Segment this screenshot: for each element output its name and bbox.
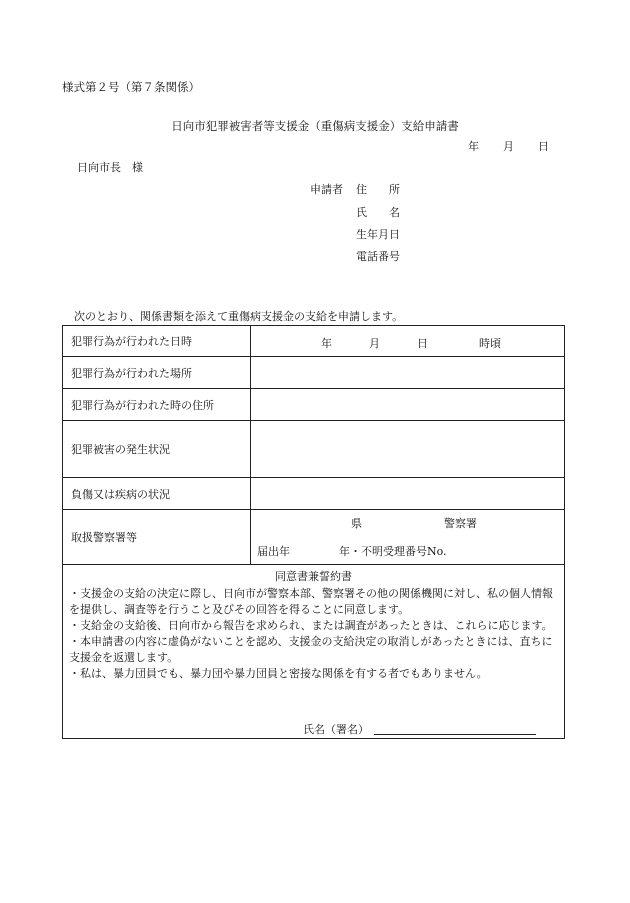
datetime-month: 月 bbox=[369, 337, 380, 350]
table-row-injury bbox=[63, 478, 565, 510]
table-row-situation bbox=[63, 421, 565, 478]
police-cell[interactable] bbox=[251, 510, 565, 565]
datetime-cell[interactable] bbox=[251, 326, 565, 357]
police-prefecture: 県 bbox=[351, 517, 362, 530]
applicant-address-label: 住 所 bbox=[356, 183, 400, 196]
place-label: 犯罪行為が行われた場所 bbox=[63, 357, 251, 389]
applicant-label: 申請者 bbox=[310, 183, 343, 196]
datetime-year: 年 bbox=[321, 337, 332, 350]
addressee: 日向市長 様 bbox=[77, 161, 143, 174]
injury-label: 負傷又は疾病の状況 bbox=[63, 478, 251, 510]
consent-section bbox=[62, 564, 565, 739]
application-table bbox=[62, 325, 565, 565]
police-station: 警察署 bbox=[444, 517, 477, 530]
applicant-phone-label: 電話番号 bbox=[356, 250, 400, 263]
date-month-label: 月 bbox=[503, 140, 514, 153]
consent-item: ・支給金の支給後、日向市から報告を求められ、または調査があったときは、これらに応じます。 bbox=[69, 619, 553, 632]
place-cell[interactable] bbox=[251, 357, 565, 389]
table-row-place bbox=[63, 357, 565, 389]
signature-label: 氏名（署名） bbox=[303, 723, 369, 736]
date-year-label: 年 bbox=[468, 140, 479, 153]
table-row-address bbox=[63, 389, 565, 421]
consent-title: 同意書兼誓約書 bbox=[275, 570, 352, 583]
injury-cell[interactable] bbox=[251, 478, 565, 510]
situation-label: 犯罪被害の発生状況 bbox=[63, 421, 251, 478]
applicant-name-label: 氏 名 bbox=[356, 206, 400, 219]
table-row-datetime bbox=[63, 326, 565, 357]
report-year-label: 届出年 bbox=[257, 545, 290, 558]
table-row-police bbox=[63, 510, 565, 565]
address-at-time-cell[interactable] bbox=[251, 389, 565, 421]
situation-cell[interactable] bbox=[251, 421, 565, 478]
datetime-day: 日 bbox=[417, 337, 428, 350]
date-day-label: 日 bbox=[538, 140, 549, 153]
address-at-time-label: 犯罪行為が行われた時の住所 bbox=[63, 389, 251, 421]
report-number-label: 年・不明受理番号No. bbox=[339, 545, 447, 558]
signature-line[interactable] bbox=[374, 734, 536, 735]
consent-item: ・私は、暴力団員でも、暴力団や暴力団員と密接な関係を有する者でもありません。 bbox=[69, 667, 488, 680]
consent-body bbox=[69, 586, 559, 682]
consent-item: ・支援金の支給の決定に際し、日向市が警察本部、警察署その他の関係機関に対し、私の個人情報を提供し、調査等を行うこと及びその回答を得ることに同意します。 bbox=[69, 587, 553, 616]
datetime-hour: 時頃 bbox=[479, 337, 501, 350]
police-label: 取扱警察署等 bbox=[63, 510, 251, 565]
document-title: 日向市犯罪被害者等支援金（重傷病支援金）支給申請書 bbox=[171, 119, 459, 133]
consent-item: ・本申請書の内容に虚偽がないことを認め、支援金の支給決定の取消しがあったときには、直ちに支援金を返還します。 bbox=[69, 635, 553, 664]
datetime-label: 犯罪行為が行われた日時 bbox=[63, 326, 251, 357]
form-number: 様式第２号（第７条関係） bbox=[62, 80, 200, 94]
applicant-birthdate-label: 生年月日 bbox=[356, 228, 400, 241]
intro-text: 次のとおり、関係書類を添えて重傷病支援金の支給を申請します。 bbox=[74, 310, 404, 323]
